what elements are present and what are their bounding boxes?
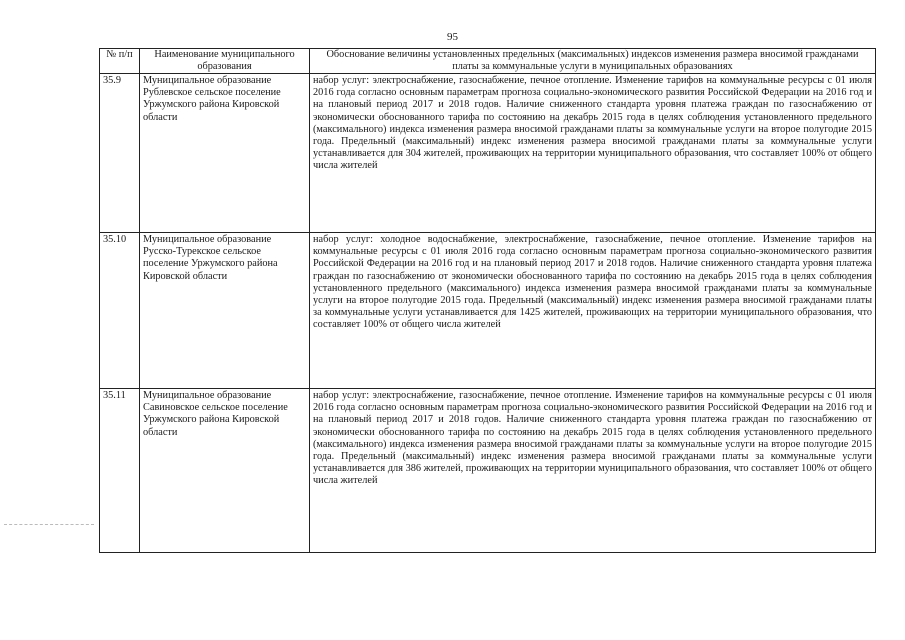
justification-text: набор услуг: холодное водоснабжение, электроснабжение, газоснабжение, печное отопление. Изменение тарифов на коммунальные ресурсы с 01 июля 2016 года согласно основным параметрам прогноза социально-экономического развития Российской Федерации на 2016 год и на плановый период 2017 и 2018 годов. Наличие сниженного стандарта уровня платежа граждан по газоснабжению от экономически обоснованного тарифа по состоянию на декабрь 2015 года в целях соблюдения установленного предельного (максимального) индекса изменения размера вносимой гражданами платы за коммунальные услуги на второе полугодие 2015 года. Предельный (максимальный) индекс изменения размера вносимой гражданами платы за коммунальные услуги устанавливается для 1425 жителей, проживающих на территории муниципального образования, что составляет 100% от общего числа жителей (310, 233, 876, 389)
table-row (100, 389, 876, 553)
row-number: 35.10 (100, 233, 140, 389)
justification-text: набор услуг: электроснабжение, газоснабжение, печное отопление. Изменение тарифов на коммунальные ресурсы с 01 июля 2016 года согласно основным параметрам прогноза социально-экономического развития Российской Федерации на 2016 год и на плановый период 2017 и 2018 годов. Наличие сниженного стандарта уровня платежа граждан по газоснабжению от экономически обоснованного тарифа по состоянию на декабрь 2015 года в целях соблюдения установленного предельного (максимального) индекса изменения размера вносимой гражданами платы за коммунальные услуги на второе полугодие 2015 года. Предельный (максимальный) индекс изменения размера вносимой гражданами платы за коммунальные услуги устанавливается для 386 жителей, проживающих на территории муниципального образования, что составляет 100% от общего числа жителей (310, 389, 876, 553)
municipal-index-table (99, 48, 876, 553)
row-number: 35.9 (100, 74, 140, 233)
page-number: 95 (447, 31, 458, 43)
header-justification: Обоснование величины установленных предельных (максимальных) индексов изменения размера вносимой гражданами платы за коммунальные услуги в муниципальных образованиях (310, 49, 876, 74)
margin-artifact (4, 524, 94, 525)
header-num: № п/п (100, 49, 140, 74)
table-row (100, 233, 876, 389)
municipality-name: Муниципальное образование Рублевское сельское поселение Уржумского района Кировской области (140, 74, 310, 233)
table-header-row (100, 49, 876, 74)
header-municipality-name: Наименование муниципального образования (140, 49, 310, 74)
municipality-name: Муниципальное образование Русско-Турекское сельское поселение Уржумского района Кировской области (140, 233, 310, 389)
row-number: 35.11 (100, 389, 140, 553)
table-row (100, 74, 876, 233)
municipality-name: Муниципальное образование Савиновское сельское поселение Уржумского района Кировской области (140, 389, 310, 553)
justification-text: набор услуг: электроснабжение, газоснабжение, печное отопление. Изменение тарифов на коммунальные ресурсы с 01 июля 2016 года согласно основным параметрам прогноза социально-экономического развития Российской Федерации на 2016 год и на плановый период 2017 и 2018 годов. Наличие сниженного стандарта уровня платежа граждан по газоснабжению от экономически обоснованного тарифа по состоянию на декабрь 2015 года в целях соблюдения установленного предельного (максимального) индекса изменения размера вносимой гражданами платы за коммунальные услуги на второе полугодие 2015 года. Предельный (максимальный) индекс изменения размера вносимой гражданами платы за коммунальные услуги устанавливается для 304 жителей, проживающих на территории муниципального образования, что составляет 100% от общего числа жителей (310, 74, 876, 233)
